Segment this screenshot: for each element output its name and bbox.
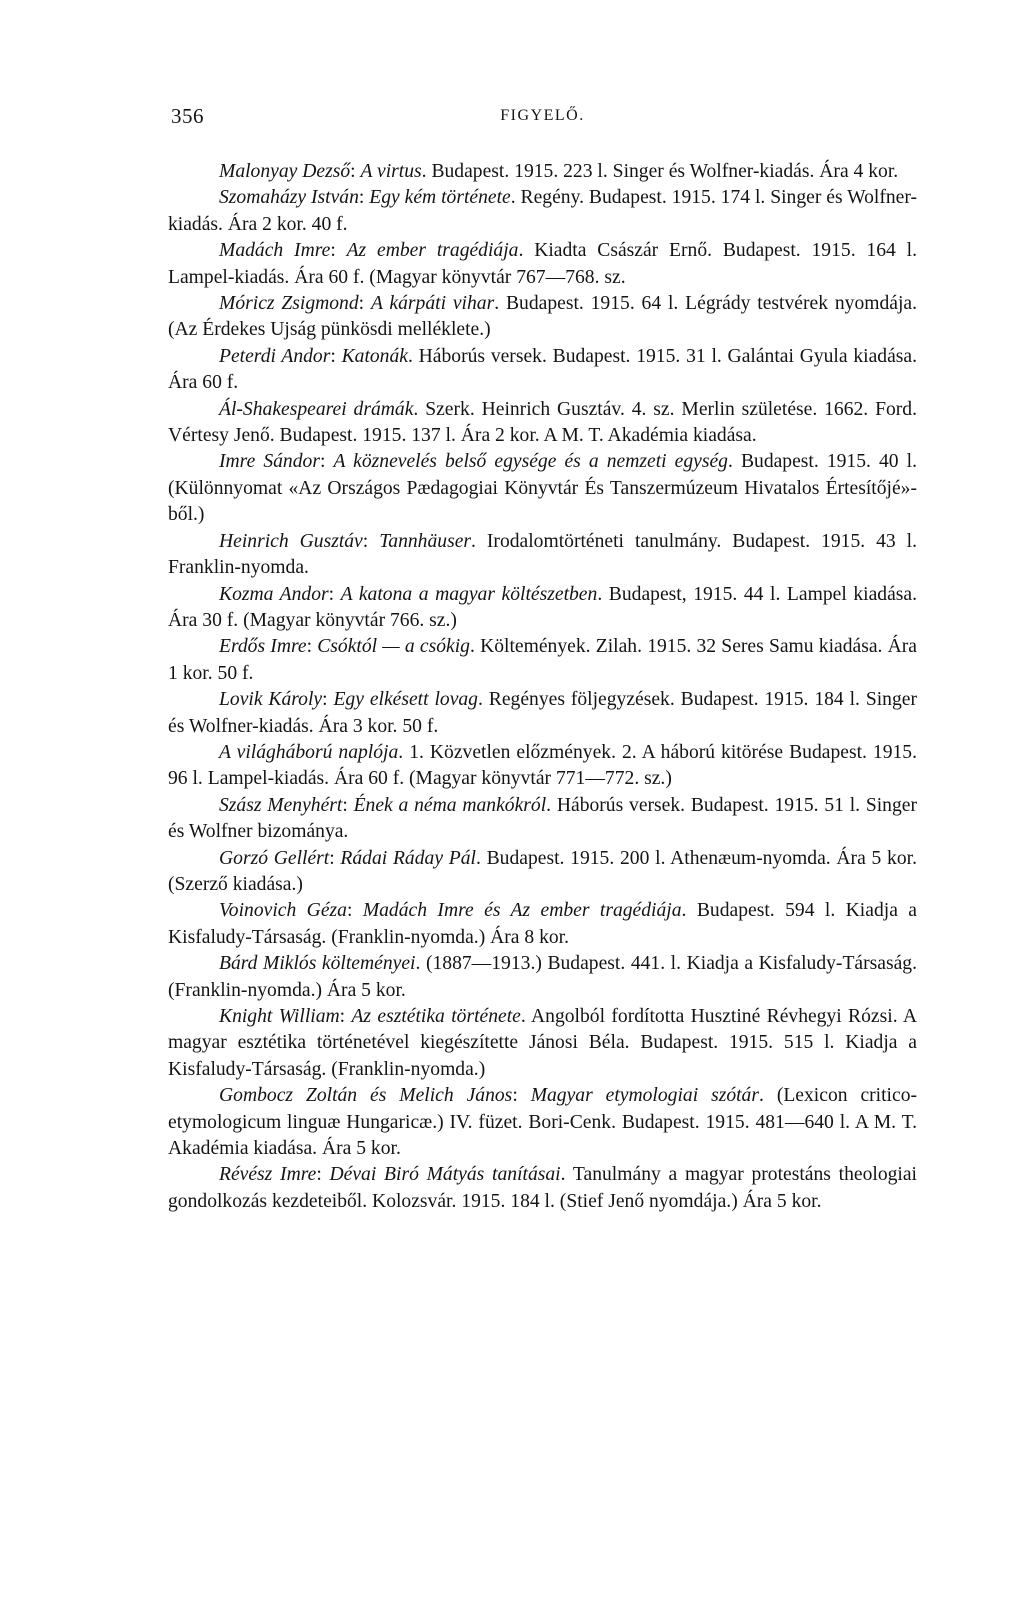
bibliography-entry: Ál-Shakespearei drámák. Szerk. Heinrich Gusztáv. 4. sz. Merlin születése. 1662. Ford. Vértesy Jenő. Budapest. 1915. 137 l. Ára 2 kor. A M. T. Akadémia kiadása. xyxy=(168,398,917,447)
entry-details: Budapest. 594 l. Kiadja a Kisfaludy-Társaság. (Franklin-nyomda.) Ára 8 kor. xyxy=(168,900,917,948)
bibliography-entry: A világháború naplója. 1. Közvetlen előzmények. 2. A háború kitörése Budapest. 1915. 96 l. Lampel-kiadás. Ára 60 f. (Magyar könyvtár 771—772. sz.) xyxy=(168,741,917,790)
entry-author: Móricz Zsigmond xyxy=(219,293,359,315)
entry-title: Katonák xyxy=(341,345,408,367)
entry-title: Az esztétika története xyxy=(351,1006,521,1027)
bibliography-list xyxy=(168,159,917,1215)
entry-details: Regényes följegyzések. Budapest. 1915. 184 l. Singer és Wolfner-kiadás. Ára 3 kor. 50 f. xyxy=(168,689,917,737)
entry-author: Lovik Károly xyxy=(219,689,323,711)
entry-author: Erdős Imre xyxy=(219,636,307,658)
entry-title: Csóktól — a csókig xyxy=(317,636,470,658)
entry-details: Szerk. Heinrich Gusztáv. 4. sz. Merlin születése. 1662. Ford. Vértesy Jenő. Budapest. 1915. 137 l. Ára 2 kor. A M. T. Akadémia kiadása. xyxy=(168,398,917,447)
entry-author: Knight William xyxy=(219,1006,340,1027)
entry-details: Budapest. 1915. 40 l. (Különnyomat «Az Országos Pædagogiai Könyvtár És Tanszermúzeum Hivatalos Értesítőjé»-ből.) xyxy=(168,451,917,526)
entry-author: Szomaházy István xyxy=(219,187,359,209)
entry-author: Gorzó Gellért xyxy=(219,847,330,869)
entry-author: Kozma Andor xyxy=(219,583,329,605)
running-title: FIGYELŐ. xyxy=(500,107,585,124)
entry-title: A katona a magyar költészetben xyxy=(340,583,598,605)
entry-details: (1887—1913.) Budapest. 441. l. Kiadja a Kisfaludy-Társaság. (Franklin-nyomda.) Ára 5 kor. xyxy=(168,953,917,1001)
entry-details: Irodalomtörténeti tanulmány. Budapest. 1915. 43 l. Franklin-nyomda. xyxy=(168,530,918,579)
bibliography-entry: Szomaházy István: Egy kém története. Regény. Budapest. 1915. 174 l. Singer és Wolfner-kiadás. Ára 2 kor. 40 f. xyxy=(168,187,917,235)
entry-author: Gombocz Zoltán és Melich János xyxy=(219,1085,513,1107)
entry-details: Budapest, 1915. 44 l. Lampel kiadása. Ára 30 f. (Magyar könyvtár 766. sz.) xyxy=(168,583,917,631)
bibliography-entry: Knight William: Az esztétika története. Angolból fordította Husztiné Révhegyi Rózsi. A magyar esztétika történetével kiegészítette Jánosi Béla. Budapest. 1915. 515 l. Kiadja a Kisfaludy-Társaság. (Franklin-nyomda.) xyxy=(168,1006,918,1080)
entry-details: Háborús versek. Budapest. 1915. 31 l. Galántai Gyula kiadása. Ára 60 f. xyxy=(168,345,918,394)
entry-author: Peterdi Andor xyxy=(219,345,331,367)
entry-details: Háborús versek. Budapest. 1915. 51 l. Singer és Wolfner bizománya. xyxy=(168,794,917,843)
bibliography-entry: Móricz Zsigmond: A kárpáti vihar. Budapest. 1915. 64 l. Légrády testvérek nyomdája. (Az Érdekes Ujság pünkösdi melléklete.) xyxy=(168,293,918,341)
bibliography-entry: Madách Imre: Az ember tragédiája. Kiadta Császár Ernő. Budapest. 1915. 164 l. Lampel-kiadás. Ára 60 f. (Magyar könyvtár 767—768. sz. xyxy=(168,240,917,288)
entry-title: Madách Imre és Az ember tragédiája xyxy=(362,900,682,922)
entry-title: Egy kém története xyxy=(369,187,511,209)
entry-title: A kárpáti vihar xyxy=(370,293,495,315)
entry-title: Egy elkésett lovag xyxy=(333,689,478,711)
entry-author: Szász Menyhért xyxy=(219,794,343,816)
bibliography-entry: Szász Menyhért: Ének a néma mankókról. Háborús versek. Budapest. 1915. 51 l. Singer és Wolfner bizománya. xyxy=(168,794,917,843)
bibliography-entry: Bárd Miklós költeményei. (1887—1913.) Budapest. 441. l. Kiadja a Kisfaludy-Társaság. (Franklin-nyomda.) Ára 5 kor. xyxy=(168,953,917,1001)
bibliography-entry: Gorzó Gellért: Rádai Ráday Pál. Budapest. 1915. 200 l. Athenæum-nyomda. Ára 5 kor. (Szerző kiadása.) xyxy=(168,847,917,895)
entry-details: Regény. Budapest. 1915. 174 l. Singer és Wolfner-kiadás. Ára 2 kor. 40 f. xyxy=(168,187,917,235)
entry-title: Magyar etymologiai szótár xyxy=(530,1085,759,1107)
entry-author: Voinovich Géza xyxy=(219,900,347,922)
entry-title: Ének a néma mankókról xyxy=(353,794,547,816)
entry-author: Malonyay Dezső xyxy=(219,161,351,182)
entry-details: Budapest. 1915. 223 l. Singer és Wolfner-kiadás. Ára 4 kor. xyxy=(431,161,899,182)
bibliography-entry: Imre Sándor: A köznevelés belső egysége és a nemzeti egység. Budapest. 1915. 40 l. (Különnyomat «Az Országos Pædagogiai Könyvtár És Tanszermúzeum Hivatalos Értesítőjé»-ből.) xyxy=(168,451,917,526)
entry-details: Angolból fordította Husztiné Révhegyi Rózsi. A magyar esztétika történetével kiegészítette Jánosi Béla. Budapest. 1915. 515 l. Kiadja a Kisfaludy-Társaság. (Franklin-nyomda.) xyxy=(168,1006,918,1080)
entry-title: Tannhäuser xyxy=(379,530,472,552)
bibliography-entry: Gombocz Zoltán és Melich János: Magyar etymologiai szótár. (Lexicon critico-etymologicum linguæ Hungaricæ.) IV. füzet. Bori-Cenk. Budapest. 1915. 481—640 l. A M. T. Akadémia kiadása. Ára 5 kor. xyxy=(168,1085,918,1160)
bibliography-entry: Lovik Károly: Egy elkésett lovag. Regényes följegyzések. Budapest. 1915. 184 l. Singer és Wolfner-kiadás. Ára 3 kor. 50 f. xyxy=(168,689,917,737)
entry-author: Révész Imre xyxy=(219,1164,317,1186)
entry-author: Heinrich Gusztáv xyxy=(219,530,363,552)
entry-details: Budapest. 1915. 200 l. Athenæum-nyomda. Ára 5 kor. (Szerző kiadása.) xyxy=(168,847,917,895)
entry-title: A köznevelés belső egysége és a nemzeti egység xyxy=(333,451,728,473)
entry-title: Ál-Shakespearei drámák xyxy=(219,398,414,420)
entry-title: Bárd Miklós költeményei xyxy=(219,953,416,975)
bibliography-entry: Kozma Andor: A katona a magyar költészetben. Budapest, 1915. 44 l. Lampel kiadása. Ára 30 f. (Magyar könyvtár 766. sz.) xyxy=(168,583,917,631)
page-header xyxy=(168,104,917,140)
entry-author: Madách Imre xyxy=(219,240,331,262)
bibliography-entry: Peterdi Andor: Katonák. Háborús versek. Budapest. 1915. 31 l. Galántai Gyula kiadása. Ára 60 f. xyxy=(168,345,918,394)
entry-title: A világháború naplója xyxy=(219,741,399,763)
entry-details: Tanulmány a magyar protestáns theologiai gondolkozás kezdeteiből. Kolozsvár. 1915. 184 l. (Stief Jenő nyomdája.) Ára 5 kor. xyxy=(168,1164,917,1212)
entry-details: Budapest. 1915. 64 l. Légrády testvérek nyomdája. (Az Érdekes Ujság pünkösdi melléklete.) xyxy=(168,293,918,341)
entry-title: Az ember tragédiája xyxy=(346,240,519,262)
entry-details: (Lexicon critico-etymologicum linguæ Hungaricæ.) IV. füzet. Bori-Cenk. Budapest. 1915. 481—640 l. A M. T. Akadémia kiadása. Ára 5 kor. xyxy=(168,1085,918,1160)
entry-title: A virtus xyxy=(360,161,422,182)
bibliography-entry: Erdős Imre: Csóktól — a csókig. Költemények. Zilah. 1915. 32 Seres Samu kiadása. Ára 1 kor. 50 f. xyxy=(168,636,918,684)
entry-details: 1. Közvetlen előzmények. 2. A háború kitörése Budapest. 1915. 96 l. Lampel-kiadás. Ára 60 f. (Magyar könyvtár 771—772. sz.) xyxy=(168,741,917,790)
entry-title: Dévai Biró Mátyás tanításai xyxy=(329,1164,561,1186)
bibliography-entry: Révész Imre: Dévai Biró Mátyás tanításai. Tanulmány a magyar protestáns theologiai gondolkozás kezdeteiből. Kolozsvár. 1915. 184 l. (Stief Jenő nyomdája.) Ára 5 kor. xyxy=(168,1164,917,1212)
entry-title: Rádai Ráday Pál xyxy=(340,847,476,869)
entry-details: Költemények. Zilah. 1915. 32 Seres Samu kiadása. Ára 1 kor. 50 f. xyxy=(168,636,918,684)
bibliography-entry: Malonyay Dezső: A virtus. Budapest. 1915. 223 l. Singer és Wolfner-kiadás. Ára 4 kor. xyxy=(219,161,899,182)
entry-author: Imre Sándor xyxy=(219,451,320,473)
bibliography-entry: Heinrich Gusztáv: Tannhäuser. Irodalomtörténeti tanulmány. Budapest. 1915. 43 l. Franklin-nyomda. xyxy=(168,530,918,579)
entry-details: Kiadta Császár Ernő. Budapest. 1915. 164 l. Lampel-kiadás. Ára 60 f. (Magyar könyvtár 767—768. sz. xyxy=(168,240,917,288)
bibliography-entry: Voinovich Géza: Madách Imre és Az ember tragédiája. Budapest. 594 l. Kiadja a Kisfaludy-Társaság. (Franklin-nyomda.) Ára 8 kor. xyxy=(168,900,917,948)
page-number: 356 xyxy=(171,104,204,128)
